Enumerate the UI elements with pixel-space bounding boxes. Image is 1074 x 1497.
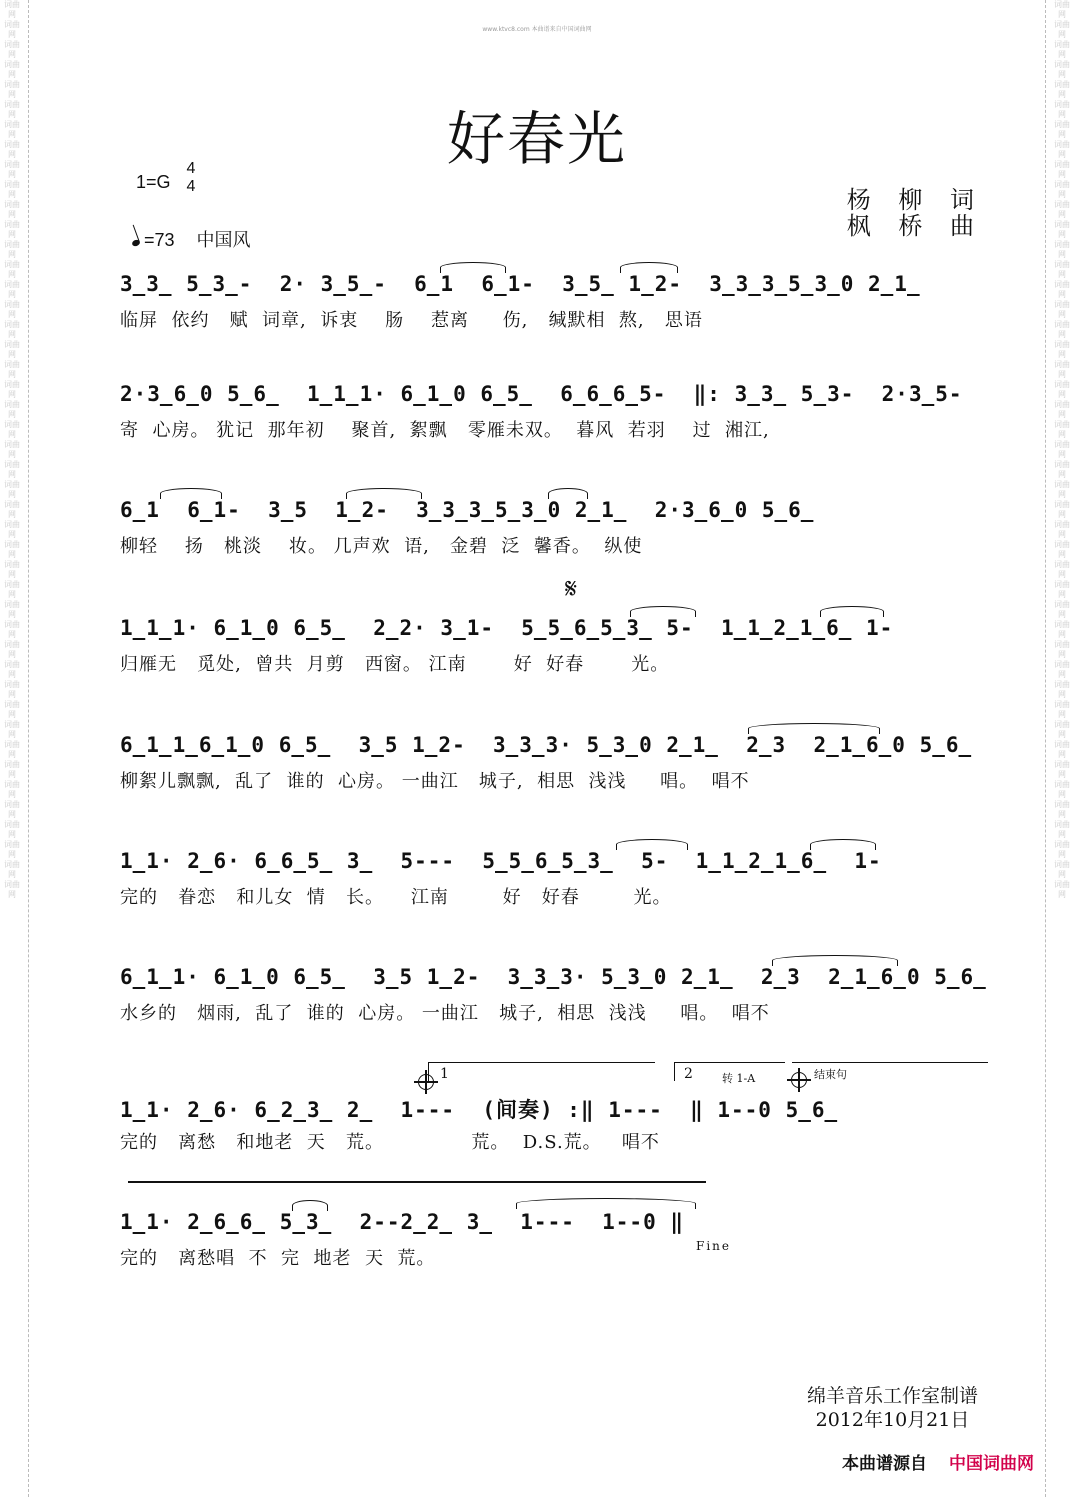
lyric-line: 水乡的 烟雨, 乱了 谁的 心房。 一曲江 城子, 相思 浅浅 唱。 唱不 — [120, 1003, 770, 1024]
slur — [292, 1200, 328, 1211]
notation-line: 6̲1̲1· 6̲1̲0 6̲5̲ 3̲5 1̲2- 3̲3̲3· 5̲3̲0 2̲1̲ 2̲3 2̲1̲6̲0 5̲6̲ — [120, 965, 987, 989]
notation-line: 1̲1· 2̲6· 6̲2̲3̲ 2̲ 1--- (间奏) :‖ 1--- ‖ 1--0 5̲6̲ — [120, 1098, 839, 1122]
segno-icon: 𝄋 — [565, 572, 578, 605]
meter-top: 4 — [186, 160, 196, 177]
slur — [630, 606, 696, 617]
quarter-note-icon — [131, 239, 141, 247]
second-ending-note: 转 1-A — [722, 1072, 756, 1085]
slur — [516, 1198, 696, 1209]
lyric-line: 归雁无 觅处, 曾共 月剪 西窗。 江南 好 好春 光。 — [120, 654, 670, 675]
lyric-line: 完的 离愁 和地老 天 荒。 荒。 D.S.荒。 唱不 — [120, 1132, 660, 1153]
notation-line: 1̲1· 2̲6· 6̲6̲5̲ 3̲ 5--- 5̲5̲6̲5̲3̲ 5- 1̲1̲2̲1̲6̲ 1- — [120, 849, 882, 873]
first-ending-bracket — [428, 1062, 655, 1081]
lyric-line: 寄 心房。 犹记 那年初 聚首, 絮飘 零雁未双。 暮风 若羽 过 湘江, — [120, 420, 770, 441]
slur — [620, 262, 678, 273]
slur — [440, 262, 506, 273]
style-label: 中国风 — [196, 230, 251, 250]
composer-credit: 枫 桥 曲 — [846, 212, 984, 240]
source-credit — [842, 1449, 1034, 1474]
second-ending-label: 2 — [684, 1066, 693, 1082]
watermark-left: 词曲网 词曲网 词曲网 词曲网 词曲网 词曲网 词曲网 词曲网 词曲网 词曲网 词曲网 词曲网 词曲网 词曲网 词曲网 词曲网 词曲网 词曲网 词曲网 词曲网 词曲网 词曲网 词曲网 词曲网 词曲网 词曲网 词曲网 词曲网 词曲网 词曲网 词曲网 词曲网 词曲网 词曲网 词曲网 词曲网 词曲网 词曲网 词曲网 词曲网 词曲网 词曲网 词曲网 词曲网 词曲网 — [4, 0, 20, 899]
slur — [820, 606, 884, 617]
source-site-link[interactable]: 中国词曲网 — [949, 1454, 1034, 1474]
tempo-marking — [132, 226, 251, 252]
engraver-name: 绵羊音乐工作室制谱 — [806, 1385, 978, 1407]
notation-line: 6̲1̲1̲6̲1̲0 6̲5̲ 3̲5 1̲2- 3̲3̲3· 5̲3̲0 2̲1̲ 2̲3 2̲1̲6̲0 5̲6̲ — [120, 733, 973, 757]
header-url: www.ktvc8.com 本曲谱来自中国词曲网 — [482, 26, 592, 33]
notation-line: 1̲1̲1· 6̲1̲0 6̲5̲ 2̲2· 3̲1- 5̲5̲6̲5̲3̲ 5- 1̲1̲2̲1̲6̲ 1- — [120, 616, 894, 640]
lyric-line: 完的 眷恋 和儿女 情 长。 江南 好 好春 光。 — [120, 887, 672, 908]
key-signature: 1=G — [136, 172, 171, 192]
notation-line: 2·3̲6̲0 5̲6̲ 1̲1̲1· 6̲1̲0 6̲5̲ 6̲6̲6̲5- ‖: 3̲3̲ 5̲3- 2·3̲5- — [120, 382, 963, 406]
lyricist-credit: 杨 柳 词 — [846, 186, 984, 214]
coda-icon — [418, 1074, 434, 1090]
lyric-line: 完的 离愁唱 不 完 地老 天 荒。 — [120, 1248, 436, 1269]
slur — [772, 955, 898, 966]
slur — [160, 488, 222, 499]
notation-line: 3̲3̲ 5̲3̲- 2· 3̲5̲- 6̲1 6̲1- 3̲5̲ 1̲2- 3̲3̲3̲5̲3̲0 2̲1̲ — [120, 272, 921, 296]
watermark-right: 词曲网 词曲网 词曲网 词曲网 词曲网 词曲网 词曲网 词曲网 词曲网 词曲网 词曲网 词曲网 词曲网 词曲网 词曲网 词曲网 词曲网 词曲网 词曲网 词曲网 词曲网 词曲网 词曲网 词曲网 词曲网 词曲网 词曲网 词曲网 词曲网 词曲网 词曲网 词曲网 词曲网 词曲网 词曲网 词曲网 词曲网 词曲网 词曲网 词曲网 词曲网 词曲网 词曲网 词曲网 词曲网 — [1054, 0, 1070, 899]
continuation-line — [128, 1181, 706, 1183]
lyric-line: 临屏 依约 赋 词章, 诉衷 肠 惹离 伤, 缄默相 熬, 思语 — [120, 310, 703, 331]
time-signature — [184, 160, 198, 196]
notation-line: 6̲1 6̲1- 3̲5 1̲2- 3̲3̲3̲5̲3̲0 2̲1̲ 2·3̲6̲0 5̲6̲ — [120, 498, 815, 522]
slur — [616, 839, 688, 850]
coda-note: 结束句 — [814, 1068, 847, 1081]
lyric-line: 柳轻 扬 桃淡 妆。 几声欢 语, 金碧 泛 馨香。 纵使 — [120, 536, 643, 557]
slur — [810, 839, 876, 850]
song-title: 好春光 — [446, 105, 627, 173]
notation-line: 1̲1· 2̲6̲6̲ 5̲3̲ 2--2̲2̲ 3̲ 1--- 1--0 ‖ — [120, 1210, 685, 1234]
slur — [548, 488, 588, 499]
source-prefix: 本曲谱源自 — [842, 1454, 927, 1474]
coda-icon — [791, 1072, 807, 1088]
slur — [748, 723, 880, 734]
first-ending-label: 1 — [440, 1066, 449, 1082]
engrave-date: 2012年10月21日 — [815, 1409, 970, 1431]
slur — [346, 488, 422, 499]
meter-bottom: 4 — [186, 178, 196, 195]
tempo-value: =73 — [144, 230, 175, 250]
lyric-line: 柳絮儿飘飘, 乱了 谁的 心房。 一曲江 城子, 相思 浅浅 唱。 唱不 — [120, 771, 750, 792]
engraver-signature — [807, 1384, 978, 1432]
fine-marking: Fine — [696, 1239, 731, 1253]
